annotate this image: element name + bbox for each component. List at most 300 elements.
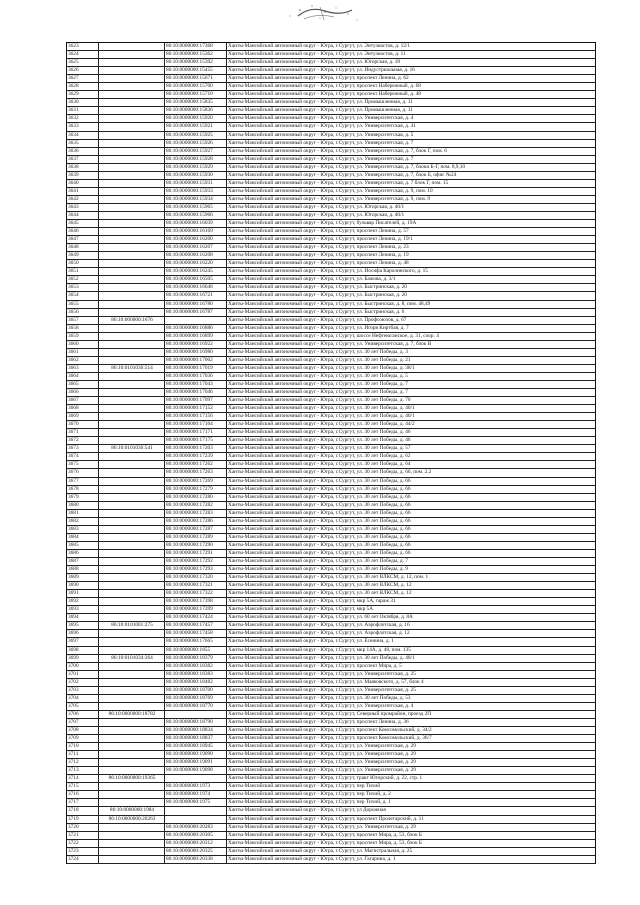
cadastral-number: 86:10:0000000:18482: [164, 679, 226, 686]
table-row: [67, 848, 595, 856]
row-number: 3696: [68, 630, 79, 637]
table-row: [67, 461, 595, 469]
cadastral-number: 86:10:0000000:15927: [164, 148, 226, 155]
old-cadastral-number: [98, 172, 164, 179]
row-number: 3694: [68, 614, 79, 621]
row-number: 3674: [68, 453, 79, 460]
old-cadastral-number: [98, 99, 164, 106]
old-cadastral-number: [98, 341, 164, 348]
cadastral-number: 86:10:0000000:16039: [164, 220, 226, 227]
row-number: 3634: [68, 131, 79, 138]
cadastral-number: 86:10:0000000:16648: [164, 284, 226, 291]
cadastral-number: 86:10:0000000:16207: [164, 244, 226, 251]
row-number: 3662: [68, 356, 79, 363]
table-row: [67, 486, 595, 494]
table-row: [67, 807, 595, 815]
old-cadastral-number: [98, 727, 164, 734]
cadastral-number: 86:10:0000000:18382: [164, 663, 226, 670]
cadastral-number: 86:10:0000000:17152: [164, 405, 226, 412]
row-number: 3665: [68, 380, 79, 387]
object-address: Ханты-Мансийский автономный округ - Югра, г.Сургут, ул. Университетская, д. 7, блок Г, пом. 6: [226, 148, 595, 155]
old-cadastral-number: [98, 43, 164, 50]
row-number: 3667: [68, 397, 79, 404]
table-row: [67, 816, 595, 824]
table-row: [67, 526, 595, 534]
old-cadastral-number: [98, 606, 164, 613]
old-cadastral-number: [98, 832, 164, 839]
cadastral-number: 86:10:0000000:17171: [164, 429, 226, 436]
old-cadastral-number: [98, 228, 164, 235]
table-row: [67, 132, 595, 140]
table-row: [67, 671, 595, 679]
object-address: Ханты-Мансийский автономный округ - Югра, г.Сургут, ул. Университетская, д. 4: [226, 703, 595, 710]
table-row: [67, 453, 595, 461]
row-number: 3685: [68, 541, 79, 548]
object-address: Ханты-Мансийский автономный округ - Югра, г.Сургут, ул. Магистральная, д. 25: [226, 848, 595, 855]
object-address: Ханты-Мансийский автономный округ - Югра, г.Сургут, ул. 30 лет Победы, д. 3: [226, 349, 595, 356]
object-address: Ханты-Мансийский автономный округ - Югра, г.Сургут, ул. Есенина, д. 1: [226, 638, 595, 645]
row-number: 3664: [68, 372, 79, 379]
object-address: Ханты-Мансийский автономный округ - Югра, г.Сургут, ул. 30 лет Победы, д. 5: [226, 373, 595, 380]
object-address: Ханты-Мансийский автономный округ - Югра, г.Сургут, ул. 30 лет Победы, д. 7: [226, 389, 595, 396]
table-row: [67, 156, 595, 164]
cadastral-number: 86:10:0000000:17424: [164, 614, 226, 621]
table-row: [67, 357, 595, 365]
object-address: Ханты-Мансийский автономный округ - Югра, г.Сургут, ул. Энтузиастов, д. 12/1: [226, 43, 595, 50]
cadastral-number: 86:10:0000000:16505: [164, 276, 226, 283]
table-row: [67, 606, 595, 614]
table-row: [67, 91, 595, 99]
table-row: [67, 244, 595, 252]
cadastral-number: 86:10:0000000:17399: [164, 606, 226, 613]
object-address: Ханты-Мансийский автономный округ - Югра, г.Сургут, ул. 30 лет Победы, д. 66: [226, 526, 595, 533]
row-number: 3644: [68, 211, 79, 218]
table-row: [67, 260, 595, 268]
old-cadastral-number: [98, 333, 164, 340]
table-row: [67, 188, 595, 196]
cadastral-number: 86:10:0000000:15930: [164, 172, 226, 179]
object-address: Ханты-Мансийский автономный округ - Югра, г.Сургут, ул. 30 лет Победы, д. 21: [226, 357, 595, 364]
object-address: Ханты-Мансийский автономный округ - Югра, г.Сургут, ул. 30 лет Победы, д. 66: [226, 478, 595, 485]
cadastral-number: 86:10:0000000:17289: [164, 534, 226, 541]
row-number: 3687: [68, 558, 79, 564]
cadastral-number: 86:10:0000000:15926: [164, 140, 226, 147]
table-row: [67, 743, 595, 751]
table-row: [67, 51, 595, 59]
table-row: [67, 759, 595, 767]
cadastral-number: 86:10:0000000:15455: [164, 67, 226, 74]
table-row: [67, 83, 595, 91]
cadastral-number: 86:10:0000000:17368: [164, 43, 226, 50]
object-address: Ханты-Мансийский автономный округ - Югра, г.Сургут, ул. Университетская, д. 9, пом. 9: [226, 196, 595, 203]
table-row: [67, 413, 595, 421]
object-address: Ханты-Мансийский автономный округ - Югра, г.Сургут, ул. Югорская, д. 40/1: [226, 204, 595, 211]
old-cadastral-number: [98, 735, 164, 742]
cadastral-number: [164, 775, 226, 782]
cadastral-number: 86:10:0000000:20312: [164, 840, 226, 847]
table-row: [67, 799, 595, 807]
cadastral-number: 86:10:0000000:17457: [164, 622, 226, 629]
table-row: [67, 421, 595, 429]
object-address: Ханты-Мансийский автономный округ - Югра, г.Сургут, ул Дорожная: [226, 807, 595, 814]
old-cadastral-number: [98, 550, 164, 557]
old-cadastral-number: 86:10:0000000:19365: [98, 775, 164, 782]
row-number: 3658: [68, 324, 79, 331]
object-address: Ханты-Мансийский автономный округ - Югра, г.Сургут, ул. Энтузиастов, д. 11: [226, 51, 595, 58]
object-address: Ханты-Мансийский автономный округ - Югра, г.Сургут, ул. 30 лет Победы, д. 66: [226, 502, 595, 509]
old-cadastral-number: [98, 309, 164, 316]
cadastral-number: [164, 816, 226, 823]
object-address: Ханты-Мансийский автономный округ - Югра, г.Сургут, ул. Индустриальная, д. 16: [226, 67, 595, 74]
row-number: 3631: [68, 107, 79, 114]
old-cadastral-number: [98, 413, 164, 420]
old-cadastral-number: [98, 486, 164, 493]
old-cadastral-number: [98, 638, 164, 645]
object-address: Ханты-Мансийский автономный округ - Югра, г.Сургут, мкр 14А, д. 48, пом. 135: [226, 647, 595, 654]
object-address: Ханты-Мансийский автономный округ - Югра, г.Сургут, проспект Ленина, д. 57: [226, 228, 595, 235]
old-cadastral-number: [98, 751, 164, 758]
row-number: 3698: [68, 646, 79, 653]
object-address: Ханты-Мансийский автономный округ - Югра, г.Сургут, ул. 30 лет Победы, д. 57: [226, 445, 595, 452]
old-cadastral-number: 86:10:0000000:18782: [98, 711, 164, 718]
table-row: [67, 180, 595, 188]
table-row: [67, 148, 595, 156]
old-cadastral-number: [98, 848, 164, 855]
old-cadastral-number: [98, 687, 164, 694]
old-cadastral-number: [98, 301, 164, 308]
old-cadastral-number: [98, 421, 164, 428]
table-row: [67, 542, 595, 550]
row-number: 3714: [68, 775, 79, 782]
cadastral-number: 86:10:0000000:16980: [164, 349, 226, 356]
table-row: [67, 333, 595, 341]
old-cadastral-number: [98, 405, 164, 412]
cadastral-number: 86:10:0000000:19091: [164, 759, 226, 766]
object-address: Ханты-Мансийский автономный округ - Югра, г.Сургут, ул. 30 лет Победы, д. 38/1: [226, 365, 595, 372]
table-row: [67, 478, 595, 486]
table-row: [67, 292, 595, 300]
old-cadastral-number: [98, 389, 164, 396]
table-row: [67, 67, 595, 75]
table-row: [67, 775, 595, 783]
cadastral-number: 86:10:0000000:19098: [164, 767, 226, 774]
row-number: 3678: [68, 485, 79, 492]
row-number: 3716: [68, 791, 79, 798]
old-cadastral-number: [98, 397, 164, 404]
table-row: [67, 727, 595, 735]
cadastral-number: 86:10:0000000:15362: [164, 51, 226, 58]
old-cadastral-number: [98, 188, 164, 195]
table-row: [67, 325, 595, 333]
cadastral-number: 86:10:0000000:15392: [164, 59, 226, 66]
old-cadastral-number: [98, 212, 164, 219]
old-cadastral-number: [98, 510, 164, 517]
row-number: 3705: [68, 702, 79, 709]
cadastral-number: 86:10:0000000:20283: [164, 824, 226, 831]
cadastral-number: 86:10:0000000:17203: [164, 445, 226, 452]
cadastral-number: 86:10:0000000:16886: [164, 325, 226, 332]
table-row: [67, 655, 595, 663]
object-address: Ханты-Мансийский автономный округ - Югра, г.Сургут, шоссе Нефтеюганское, д. 31, соор. 4: [226, 333, 595, 340]
cadastral-number: 86:10:0000000:15920: [164, 115, 226, 122]
table-row: [67, 663, 595, 671]
row-number: 3641: [68, 187, 79, 194]
object-address: Ханты-Мансийский автономный округ - Югра, г.Сургут, пер Тихий, д. 2: [226, 791, 595, 798]
old-cadastral-number: [98, 598, 164, 605]
cadastral-number: 86:10:0000000:1973: [164, 783, 226, 790]
object-address: Ханты-Мансийский автономный округ - Югра, г.Сургут, ул. Университетская, д. 29: [226, 743, 595, 750]
object-address: Ханты-Мансийский автономный округ - Югра, г.Сургут, проспект Пролетарский, д. 11: [226, 816, 595, 823]
table-row: [67, 99, 595, 107]
object-address: Ханты-Мансийский автономный округ - Югра, г.Сургут, ул. Югорская, д. 18: [226, 59, 595, 66]
cadastral-number: 86:10:0000000:16780: [164, 301, 226, 308]
old-cadastral-number: [98, 824, 164, 831]
row-number: 3712: [68, 759, 79, 766]
row-number: 3672: [68, 437, 79, 444]
row-number: 3719: [68, 815, 79, 822]
object-address: Ханты-Мансийский автономный округ - Югра, г.Сургут, ул. 30 лет Победы, д. 7: [226, 381, 595, 388]
table-row: [67, 767, 595, 775]
old-cadastral-number: [98, 373, 164, 380]
object-address: Ханты-Мансийский автономный округ - Югра, г.Сургут, ул. Промышленная, д. 11: [226, 107, 595, 114]
old-cadastral-number: [98, 180, 164, 187]
cadastral-number: 86:10:0000000:15671: [164, 75, 226, 82]
table-row: [67, 405, 595, 413]
object-address: Ханты-Мансийский автономный округ - Югра, г.Сургут, проспект Комсомольский, д. 36/7: [226, 735, 595, 742]
table-row: [67, 317, 595, 325]
old-cadastral-number: [98, 703, 164, 710]
cadastral-number: 86:10:0000000:15933: [164, 188, 226, 195]
old-cadastral-number: [98, 469, 164, 476]
old-cadastral-number: [98, 349, 164, 356]
table-row: [67, 558, 595, 566]
row-number: 3650: [68, 260, 79, 267]
row-number: 3708: [68, 726, 79, 733]
object-address: Ханты-Мансийский автономный округ - Югра, г.Сургут, проспект Комсомольский, д. 34/2: [226, 727, 595, 734]
row-number: 3632: [68, 115, 79, 122]
object-address: Ханты-Мансийский автономный округ - Югра, г.Сургут, ул. 30 лет Победы, д. 66: [226, 518, 595, 525]
object-address: Ханты-Мансийский автономный округ - Югра, г.Сургут, проспект Ленина, д. 19: [226, 252, 595, 259]
cadastral-number: 86:10:0000000:20305: [164, 832, 226, 839]
row-number: 3713: [68, 767, 79, 774]
object-address: Ханты-Мансийский автономный округ - Югра, г.Сургут, ул. Университетская, д. 7 блок Г, пом. 15: [226, 180, 595, 187]
table-row: [67, 582, 595, 590]
cadastral-number: 86:10:0000000:17286: [164, 518, 226, 525]
object-address: Ханты-Мансийский автономный округ - Югра, г.Сургут, ул. Университетская, д. 29: [226, 759, 595, 766]
cadastral-number: 86:10:0000000:18834: [164, 727, 226, 734]
row-number: 3649: [68, 252, 79, 259]
cadastral-number: 86:10:0000000:17287: [164, 526, 226, 533]
cadastral-number: 86:10:0000000:18769: [164, 695, 226, 702]
old-cadastral-number: [98, 542, 164, 549]
object-address: Ханты-Мансийский автономный округ - Югра, г.Сургут, проспект Ленина, д. 48: [226, 260, 595, 267]
object-address: Ханты-Мансийский автономный округ - Югра, г.Сургут, пер Тихий, д. 1: [226, 799, 595, 806]
object-address: Ханты-Мансийский автономный округ - Югра, г.Сургут, проспект Ленина, д. 23: [226, 244, 595, 251]
row-number: 3703: [68, 686, 79, 693]
row-number: 3638: [68, 163, 79, 170]
object-address: Ханты-Мансийский автономный округ - Югра, г.Сургут, ул. Игоря Киртбая, д. 7: [226, 325, 595, 332]
table-row: [67, 276, 595, 284]
table-row: [67, 856, 595, 864]
cadastral-number: 86:10:0000000:16245: [164, 268, 226, 275]
cadastral-number: 86:10:0000000:16169: [164, 228, 226, 235]
row-number: 3710: [68, 743, 79, 750]
table-row: [67, 735, 595, 743]
object-address: Ханты-Мансийский автономный округ - Югра, г.Сургут, ул. Гагарина, д. 1: [226, 856, 595, 863]
table-row: [67, 115, 595, 123]
old-cadastral-number: [98, 453, 164, 460]
object-address: Ханты-Мансийский автономный округ - Югра, г.Сургут, ул. Университетская, д. 9, пом. 10: [226, 188, 595, 195]
old-cadastral-number: [98, 783, 164, 790]
row-number: 3704: [68, 694, 79, 701]
cadastral-number: 86:10:0000000:17036: [164, 373, 226, 380]
object-address: Ханты-Мансийский автономный округ - Югра, г.Сургут, ул. Профсоюзов, д. 67: [226, 317, 595, 324]
object-address: Ханты-Мансийский автономный округ - Югра, г.Сургут, ул. Иосифа Каролинского, д. 15: [226, 268, 595, 275]
row-number: 3651: [68, 268, 79, 275]
row-number: 3675: [68, 461, 79, 468]
row-number: 3684: [68, 533, 79, 540]
row-number: 3668: [68, 405, 79, 412]
cadastral-number: 86:10:0000000:1975: [164, 799, 226, 806]
object-address: Ханты-Мансийский автономный округ - Югра, г.Сургут, ул. 30 лет Победы, д. 62: [226, 453, 595, 460]
cadastral-number: 86:10:0000000:16208: [164, 252, 226, 259]
cadastral-number: 86:10:0000000:16721: [164, 292, 226, 299]
row-number: 3648: [68, 244, 79, 251]
table-row: [67, 212, 595, 220]
cadastral-number: 86:10:0000000:18379: [164, 655, 226, 662]
object-address: Ханты-Мансийский автономный округ - Югра, г.Сургут, пер Тихий: [226, 783, 595, 790]
old-cadastral-number: [98, 590, 164, 597]
old-cadastral-number: [98, 478, 164, 485]
table-row: [67, 824, 595, 832]
object-address: Ханты-Мансийский автономный округ - Югра, г.Сургут, ул. Университетская, д. 25: [226, 687, 595, 694]
cadastral-number: 86:10:0000000:16200: [164, 236, 226, 243]
row-number: 3626: [68, 67, 79, 74]
row-number: 3666: [68, 389, 79, 396]
object-address: Ханты-Мансийский автономный округ - Югра, г.Сургут, мкр 5А, гараж 31: [226, 598, 595, 605]
table-row: [67, 550, 595, 558]
old-cadastral-number: [98, 148, 164, 155]
table-row: [67, 791, 595, 799]
row-number: 3688: [68, 566, 79, 573]
object-address: Ханты-Мансийский автономный округ - Югра, г.Сургут, проспект Набережный, д. 48: [226, 91, 595, 98]
table-row: [67, 695, 595, 703]
table-row: [67, 301, 595, 309]
object-address: Ханты-Мансийский автономный округ - Югра, г.Сургут, ул. Быстринская, д. 8, пом. 48,49: [226, 301, 595, 308]
old-cadastral-number: [98, 840, 164, 847]
table-row: [67, 220, 595, 228]
row-number: 3639: [68, 171, 79, 178]
object-address: Ханты-Мансийский автономный округ - Югра, г.Сургут, ул. 30 лет Победы, д. 66: [226, 534, 595, 541]
row-number: 3645: [68, 220, 79, 227]
table-row: [67, 140, 595, 148]
object-address: Ханты-Мансийский автономный округ - Югра, г.Сургут, проспект Мира, д. 5: [226, 663, 595, 670]
row-number: 3623: [68, 43, 79, 49]
row-number: 3643: [68, 203, 79, 210]
row-number: 3686: [68, 549, 79, 556]
cadastral-number: 86:10:0000000:17321: [164, 582, 226, 589]
table-row: [67, 783, 595, 791]
old-cadastral-number: [98, 630, 164, 637]
cadastral-number: 86:10:0000000:17293: [164, 566, 226, 573]
old-cadastral-number: [98, 236, 164, 243]
old-cadastral-number: [98, 107, 164, 114]
row-number: 3624: [68, 51, 79, 58]
old-cadastral-number: [98, 695, 164, 702]
object-address: Ханты-Мансийский автономный округ - Югра, г.Сургут, проспект Мира, д. 53, блок Б: [226, 840, 595, 847]
table-row: [67, 429, 595, 437]
cadastral-number: 86:10:0000000:17239: [164, 453, 226, 460]
old-cadastral-number: [98, 566, 164, 573]
row-number: 3701: [68, 670, 79, 677]
object-address: Ханты-Мансийский автономный округ - Югра, г.Сургут, ул. Университетская, д. 7, блок Б, офис №24: [226, 172, 595, 179]
cadastral-number: 86:10:0000000:17262: [164, 461, 226, 468]
table-row: [67, 751, 595, 759]
row-number: 3697: [68, 638, 79, 645]
cadastral-number: 86:10:0000000:15700: [164, 83, 226, 90]
old-cadastral-number: [98, 156, 164, 163]
object-address: Ханты-Мансийский автономный округ - Югра, г.Сургут, ул. 30 лет Победы, д. 66, пом. 2.2: [226, 469, 595, 476]
old-cadastral-number: [98, 502, 164, 509]
cadastral-number: [164, 807, 226, 814]
old-cadastral-number: [98, 461, 164, 468]
row-number: 3699: [68, 654, 79, 661]
object-address: Ханты-Мансийский автономный округ - Югра, г.Сургут, ул. Университетская, д. 29: [226, 767, 595, 774]
cadastral-number: 86:10:0000000:17175: [164, 437, 226, 444]
old-cadastral-number: [98, 558, 164, 565]
row-number: 3625: [68, 59, 79, 66]
table-row: [67, 703, 595, 711]
table-row: [67, 252, 595, 260]
row-number: 3669: [68, 413, 79, 420]
cadastral-number: 86:10:0000000:15835: [164, 99, 226, 106]
old-cadastral-number: [98, 791, 164, 798]
object-address: Ханты-Мансийский автономный округ - Югра, г.Сургут, Северный промрайон, проезд 2П: [226, 711, 595, 718]
row-number: 3640: [68, 179, 79, 186]
old-cadastral-number: [98, 357, 164, 364]
table-row: [67, 381, 595, 389]
old-cadastral-number: [98, 574, 164, 581]
row-number: 3642: [68, 195, 79, 202]
row-number: 3636: [68, 147, 79, 154]
object-address: Ханты-Мансийский автономный округ - Югра, г.Сургут, ул. 30 лет Победы, д. 66: [226, 494, 595, 501]
cadastral-number: 86:10:0000000:17282: [164, 502, 226, 509]
cadastral-number: 86:10:0000000:17097: [164, 397, 226, 404]
row-number: 3683: [68, 525, 79, 532]
cadastral-number: 86:10:0000000:20325: [164, 848, 226, 855]
object-address: Ханты-Мансийский автономный округ - Югра, г.Сургут, ул. Югорская, д. 40/1: [226, 212, 595, 219]
table-row: [67, 647, 595, 655]
object-address: Ханты-Мансийский автономный округ - Югра, г.Сургут, ул. 30 лет Победы, д. 46: [226, 429, 595, 436]
row-number: 3628: [68, 83, 79, 90]
table-row: [67, 502, 595, 510]
old-cadastral-number: 86:10:000000:1676: [98, 317, 164, 324]
old-cadastral-number: [98, 494, 164, 501]
object-address: Ханты-Мансийский автономный округ - Югра, г.Сургут, ул. Университетская, д. 7: [226, 156, 595, 163]
cadastral-number: 86:10:0000000:17458: [164, 630, 226, 637]
table-row: [67, 365, 595, 373]
cadastral-number: 86:10:0000000:17398: [164, 598, 226, 605]
object-address: Ханты-Мансийский автономный округ - Югра, г.Сургут, ул. 30 лет ВЛКСМ, д. 12: [226, 590, 595, 597]
object-address: Ханты-Мансийский автономный округ - Югра, г.Сургут, ул. 30 лет Победы, д. 9: [226, 566, 595, 573]
cadastral-number: 86:10:0000000:15928: [164, 156, 226, 163]
object-address: Ханты-Мансийский автономный округ - Югра, г.Сургут, ул. 30 лет ВЛКСМ, д. 12, пом. 1: [226, 574, 595, 581]
row-number: 3653: [68, 284, 79, 291]
row-number: 3647: [68, 236, 79, 243]
table-row: [67, 469, 595, 477]
table-row: [67, 494, 595, 502]
object-address: Ханты-Мансийский автономный округ - Югра, г.Сургут, ул. 30 лет Победы, д. 64: [226, 461, 595, 468]
